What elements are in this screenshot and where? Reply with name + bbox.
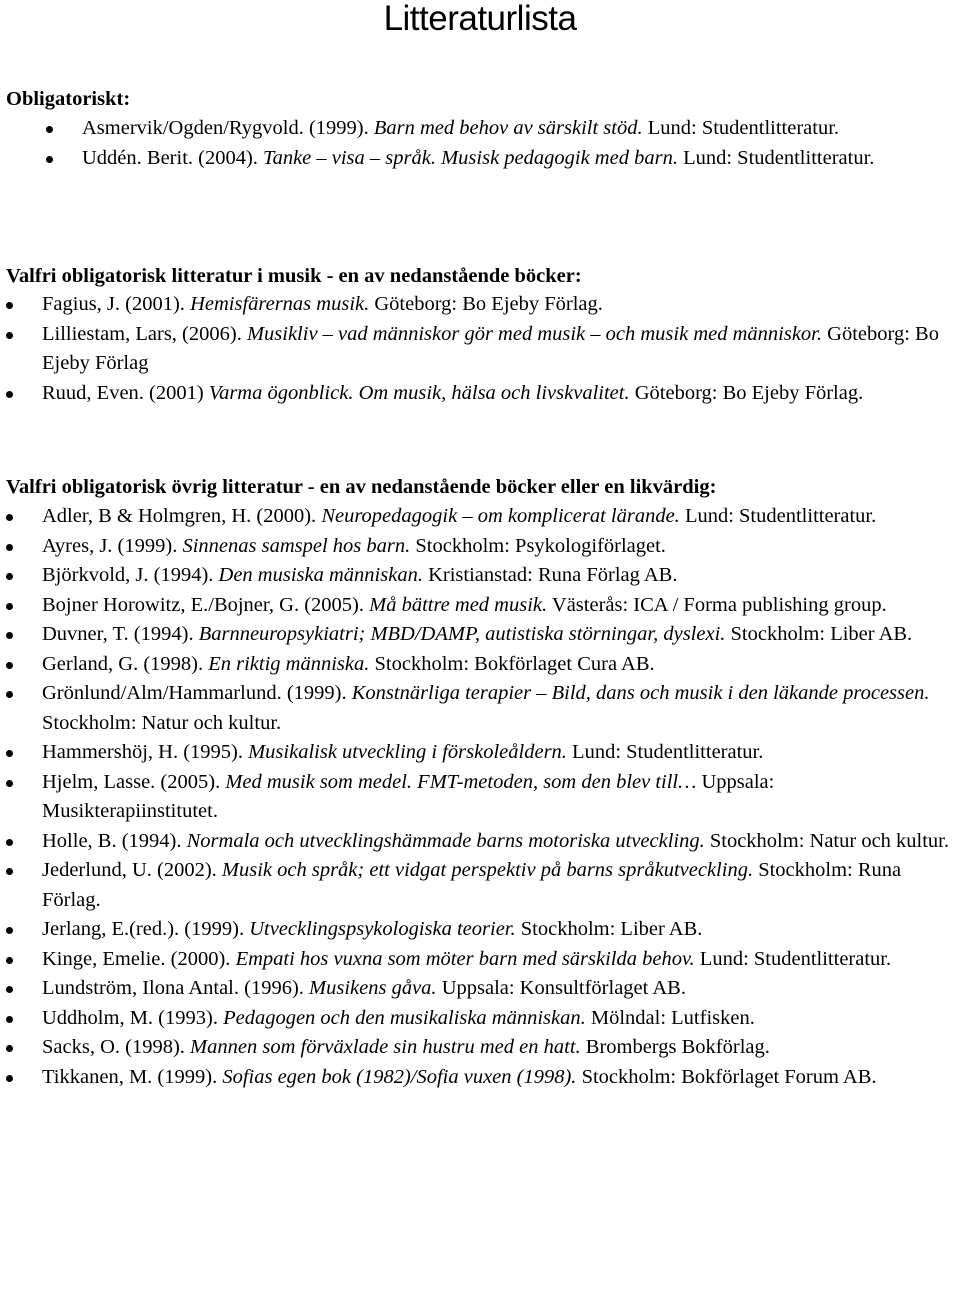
reference-title: Musik och språk; ett vidgat perspektiv på barns språkutveckling. xyxy=(221,859,754,881)
reference-publisher: Mölndal: Lutfisken. xyxy=(585,1006,755,1029)
reference-item xyxy=(0,915,955,945)
section-heading-other: Valfri obligatorisk övrig litteratur - en av nedanstående böcker eller en likvärdig: xyxy=(6,476,717,498)
reference-publisher: Lund: Studentlitteratur. xyxy=(677,146,875,169)
reference-author: Adler, B & Holmgren, H. (2000). xyxy=(42,505,322,527)
reference-publisher: Lund: Studentlitteratur. xyxy=(694,947,892,970)
reference-author: Tikkanen, M. (1999). xyxy=(42,1065,223,1088)
reference-author: Lilliestam, Lars, (2006). xyxy=(42,322,247,345)
reference-publisher: Stockholm: Bokförlaget Cura AB. xyxy=(369,652,655,675)
reference-title: Må bättre med musik. xyxy=(369,593,548,616)
reference-author: Lundström, Ilona Antal. (1996). xyxy=(42,977,310,999)
reference-title: Musikens gåva. xyxy=(309,977,437,999)
reference-title: Normala och utvecklingshämmade barns motoriska utveckling. xyxy=(186,829,705,852)
reference-title: Sofias egen bok (1982)/Sofia vuxen (1998). xyxy=(222,1065,577,1088)
reference-author: Asmervik/Ogden/Rygvold. (1999). xyxy=(82,117,374,139)
reference-publisher: Stockholm: Natur och kultur. xyxy=(704,829,950,852)
reference-item xyxy=(0,768,955,827)
reference-item xyxy=(0,1063,955,1093)
reference-title: Pedagogen och den musikaliska människan. xyxy=(223,1006,586,1029)
reference-author: Uddholm, M. (1993). xyxy=(42,1006,224,1029)
reference-title: Hemisfärernas musik. xyxy=(190,293,370,315)
page-title: Litteraturlista xyxy=(383,0,577,38)
reference-title: Mannen som förväxlade sin hustru med en hatt. xyxy=(190,1036,581,1058)
reference-author: Sacks, O. (1998). xyxy=(42,1036,191,1058)
reference-item xyxy=(0,591,955,621)
reference-publisher: Kristianstad: Runa Förlag AB. xyxy=(422,564,678,586)
reference-author: Hammershöj, H. (1995). xyxy=(42,741,249,763)
reference-item xyxy=(0,1004,955,1034)
reference-item xyxy=(0,1033,955,1063)
reference-author: Uddén. Berit. (2004). xyxy=(82,146,264,169)
reference-item xyxy=(0,974,955,1004)
reference-title: Tanke – visa – språk. Musisk pedagogik med barn. xyxy=(263,146,678,169)
section-heading-music: Valfri obligatorisk litteratur i musik - en av nedanstående böcker: xyxy=(6,265,582,287)
reference-author: Grönlund/Alm/Hammarlund. (1999). xyxy=(42,682,352,704)
section-heading-obligatory: Obligatoriskt: xyxy=(6,88,131,110)
reference-author: Ruud, Even. (2001) xyxy=(42,381,209,404)
reference-author: Duvner, T. (1994). xyxy=(42,623,199,645)
reference-publisher: Stockholm: Psykologiförlaget. xyxy=(410,534,666,557)
reference-publisher: Lund: Studentlitteratur. xyxy=(566,741,764,763)
reference-item xyxy=(0,620,955,650)
reference-title: Musikliv – vad människor gör med musik – och musik med människor. xyxy=(246,322,823,345)
reference-item xyxy=(0,532,955,562)
reference-publisher: Stockholm: Liber AB. xyxy=(515,918,703,940)
reference-title: Barnneuropsykiatri; MBD/DAMP, autistiska störningar, dyslexi. xyxy=(198,623,726,645)
reference-publisher: Brombergs Bokförlag. xyxy=(580,1036,770,1058)
reference-item xyxy=(0,502,955,532)
reference-item xyxy=(0,561,955,591)
reference-author: Hjelm, Lasse. (2005). xyxy=(42,770,226,793)
reference-publisher: Göteborg: Bo Ejeby Förlag. xyxy=(369,293,603,315)
reference-title: Konstnärliga terapier – Bild, dans och musik i den läkande processen. xyxy=(351,682,930,704)
reference-title: Den musiska människan. xyxy=(218,564,423,586)
reference-title: Empati hos vuxna som möter barn med särskilda behov. xyxy=(235,947,695,970)
reference-publisher: Stockholm: Natur och kultur. xyxy=(42,711,282,734)
reference-item xyxy=(0,679,955,738)
reference-author: Kinge, Emelie. (2000). xyxy=(42,947,236,970)
reference-title: Sinnenas samspel hos barn. xyxy=(182,534,411,557)
reference-item xyxy=(40,144,915,174)
reference-list-music xyxy=(0,290,955,408)
reference-publisher: Uppsala: Konsultförlaget AB. xyxy=(436,977,686,999)
reference-author: Gerland, G. (1998). xyxy=(42,652,209,675)
reference-title: En riktig människa. xyxy=(208,652,370,675)
reference-title: Varma ögonblick. Om musik, hälsa och livskvalitet. xyxy=(208,381,630,404)
reference-item xyxy=(0,290,955,320)
reference-item xyxy=(0,856,955,915)
reference-item xyxy=(0,827,955,857)
reference-item xyxy=(0,650,955,680)
reference-publisher: Göteborg: Bo Ejeby Förlag. xyxy=(629,381,864,404)
reference-author: Holle, B. (1994). xyxy=(42,829,187,852)
reference-list-other xyxy=(0,502,955,1092)
reference-author: Björkvold, J. (1994). xyxy=(42,564,219,586)
reference-item xyxy=(0,320,955,379)
reference-item xyxy=(0,738,955,768)
reference-item xyxy=(0,379,955,409)
reference-publisher: Stockholm: Runa Förlag. xyxy=(42,859,902,911)
reference-publisher: Stockholm: Liber AB. xyxy=(725,623,913,645)
reference-title: Med musik som medel. FMT-metoden, som den blev till… xyxy=(225,770,697,793)
reference-author: Fagius, J. (2001). xyxy=(42,293,191,315)
reference-item xyxy=(0,945,955,975)
reference-author: Jerlang, E.(red.). (1999). xyxy=(42,918,250,940)
reference-title: Barn med behov av särskilt stöd. xyxy=(373,117,643,139)
reference-item xyxy=(40,114,915,144)
reference-author: Ayres, J. (1999). xyxy=(42,534,183,557)
reference-publisher: Stockholm: Bokförlaget Forum AB. xyxy=(576,1065,877,1088)
reference-title: Utvecklingspsykologiska teorier. xyxy=(249,918,516,940)
reference-publisher: Lund: Studentlitteratur. xyxy=(642,117,840,139)
reference-publisher: Västerås: ICA / Forma publishing group. xyxy=(547,593,887,616)
reference-publisher: Göteborg: Bo Ejeby Förlag xyxy=(42,322,939,374)
reference-author: Jederlund, U. (2002). xyxy=(42,859,222,881)
reference-publisher: Uppsala: Musikterapiinstitutet. xyxy=(42,770,775,822)
reference-title: Neuropedagogik – om komplicerat lärande. xyxy=(321,505,680,527)
reference-author: Bojner Horowitz, E./Bojner, G. (2005). xyxy=(42,593,370,616)
reference-title: Musikalisk utveckling i förskoleåldern. xyxy=(248,741,567,763)
reference-list-obligatory xyxy=(0,114,915,173)
reference-publisher: Lund: Studentlitteratur. xyxy=(679,505,877,527)
